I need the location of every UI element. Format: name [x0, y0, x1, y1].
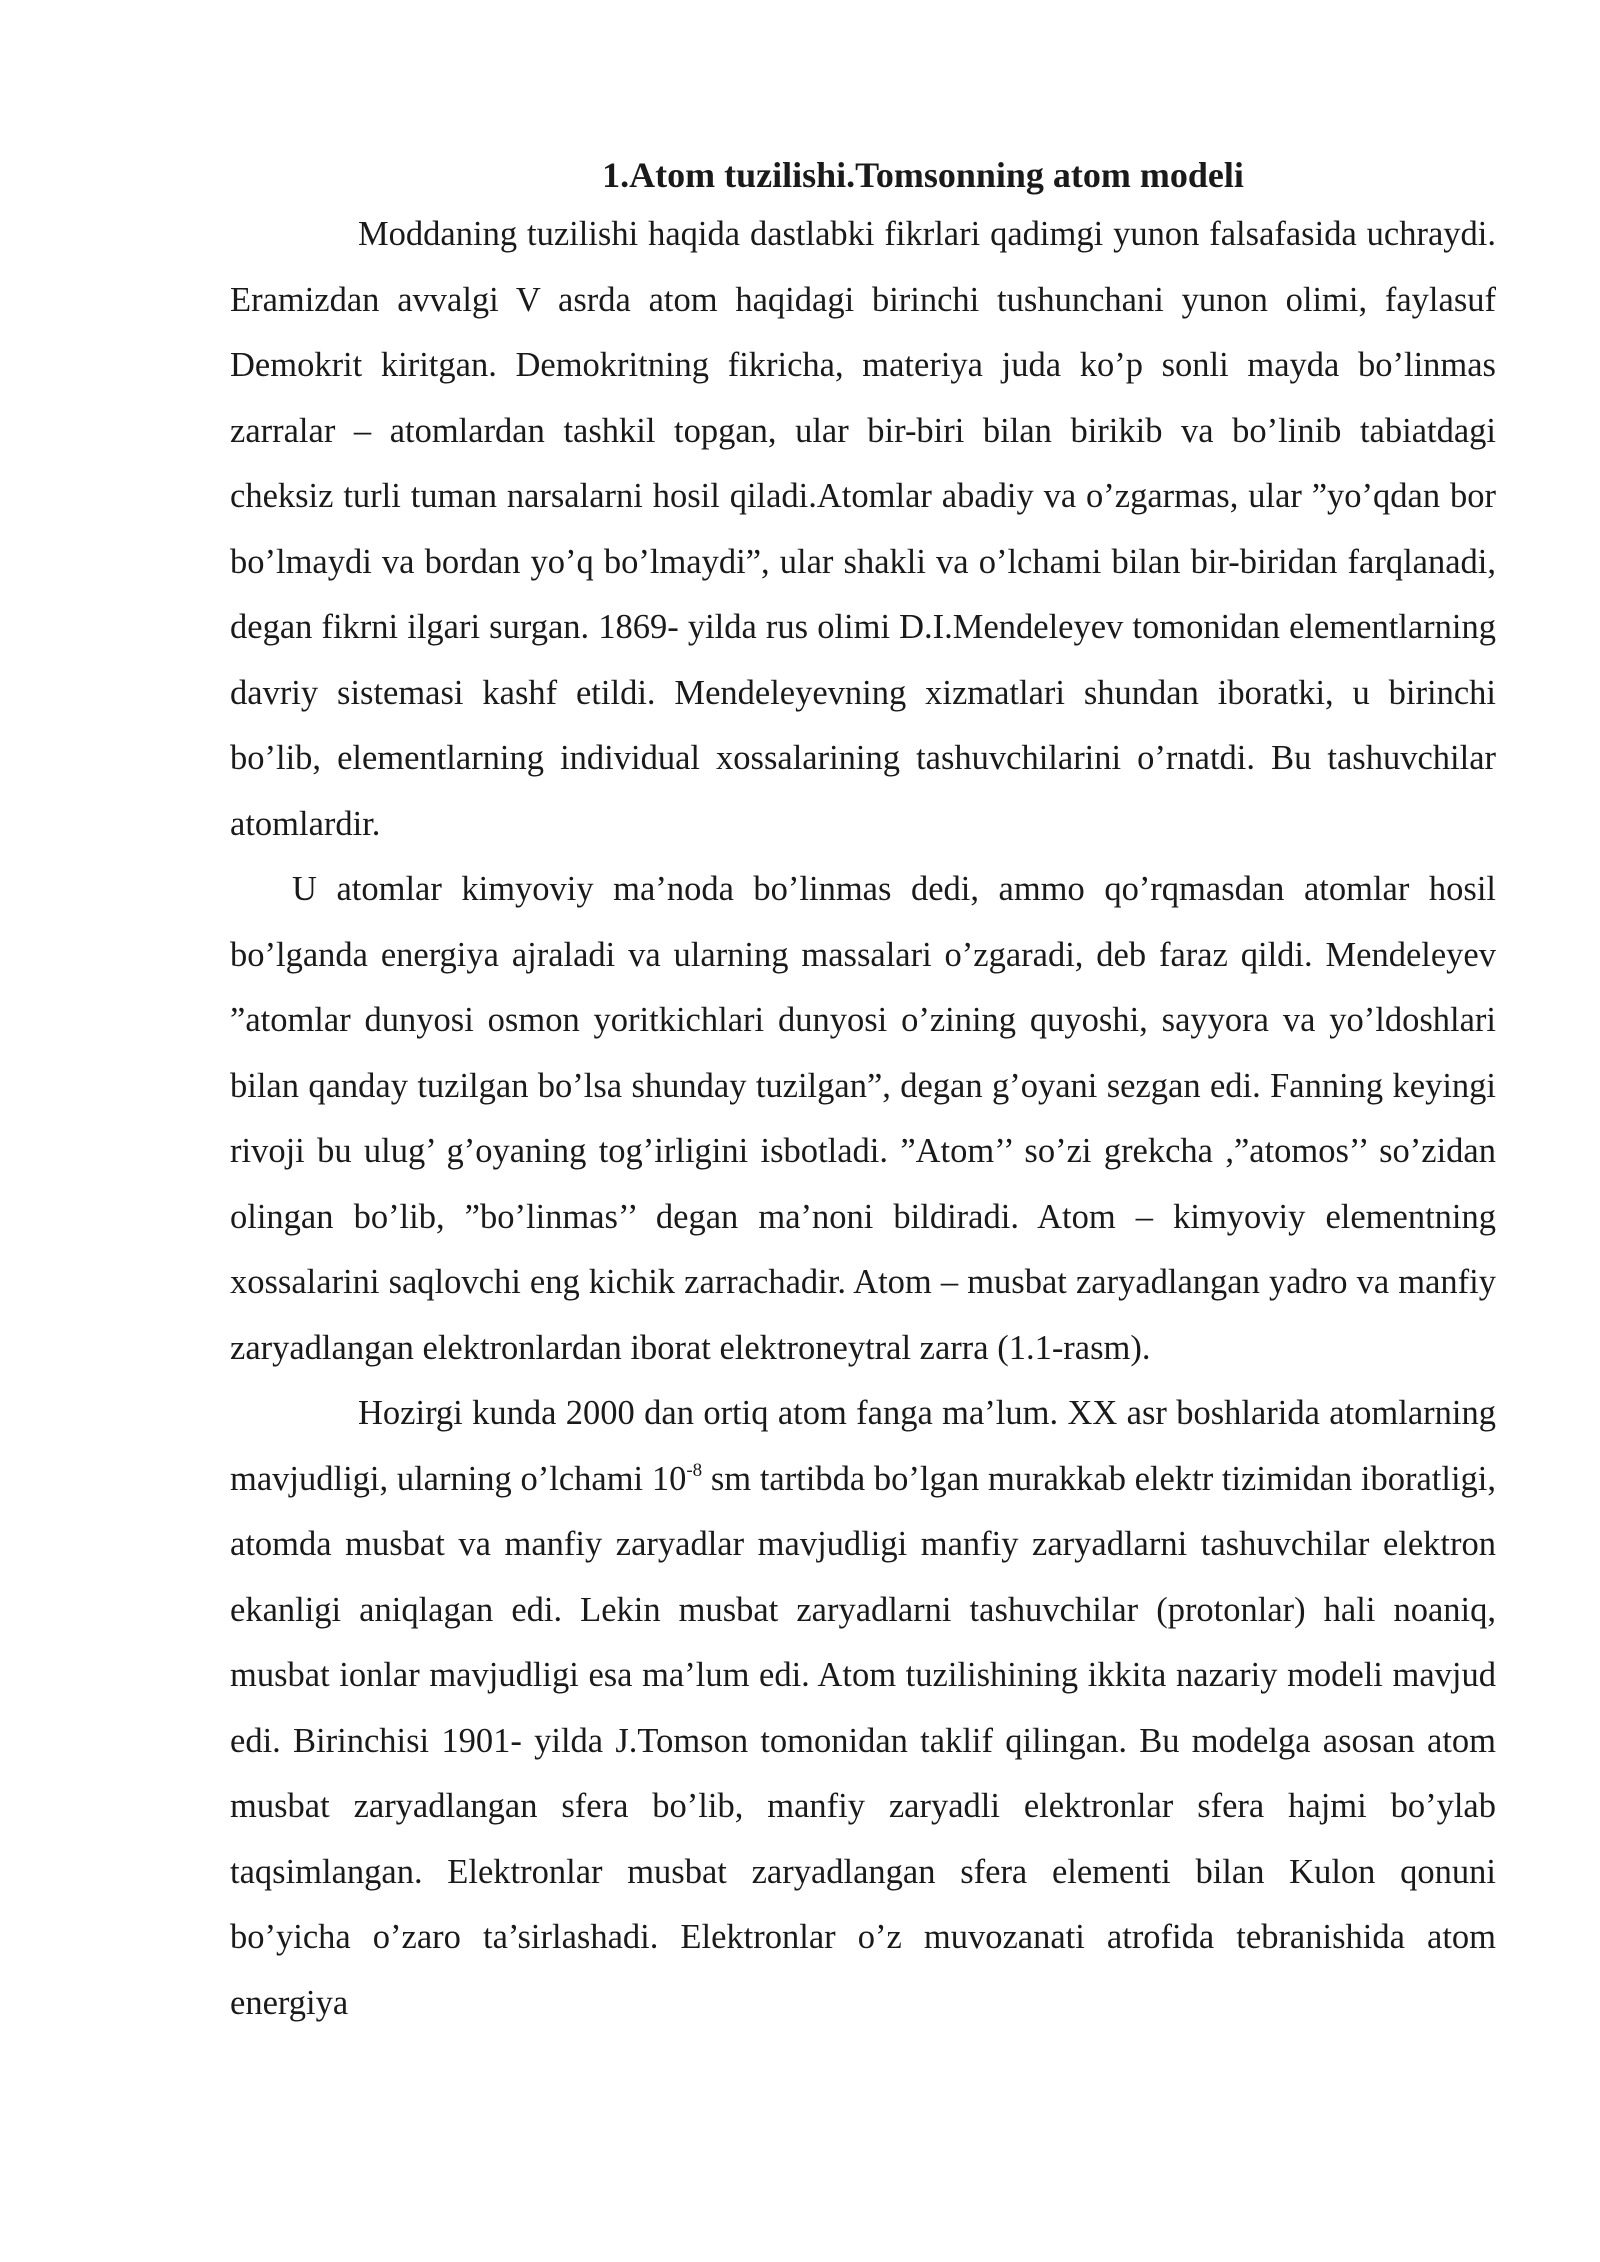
- document-body: [230, 150, 1496, 2036]
- paragraph-2: U atomlar kimyoviy ma’noda bo’linmas dedi, ammo qo’rqmasdan atomlar hosil bo’lganda energiya ajraladi va ularning massalari o’zgaradi, deb faraz qildi. Mendeleyev ”atomlar dunyosi osmon yoritkichlari dunyosi o’zining quyoshi, sayyora va yo’ldoshlari bilan qanday tuzilgan bo’lsa shunday tuzilgan”, degan g’oyani sezgan edi. Fanning keyingi rivoji bu ulug’ g’oyaning tog’irligini isbotladi. ”Atom’’ so’zi grekcha ,”atomos’’ so’zidan olingan bo’lib, ”bo’linmas’’ degan ma’noni bildiradi. Atom – kimyoviy elementning xossalarini saqlovchi eng kichik zarrachadir. Atom – musbat zaryadlangan yadro va manfiy zaryadlangan elektronlardan iborat elektroneytral zarra (1.1-rasm).: [230, 870, 1496, 1367]
- paragraph-3-text-before-exponent: Hozirgi kunda 2000 dan ortiq atom fanga ma’lum. XX asr boshlarida atomlarning mavjudligi, ularning o’lchami 10: [230, 1394, 1496, 1498]
- page-title: 1.Atom tuzilishi.Tomsonning atom modeli: [602, 155, 1244, 195]
- paragraph-1: Moddaning tuzilishi haqida dastlabki fikrlari qadimgi yunon falsafasida uchraydi. Eramizdan avvalgi V asrda atom haqidagi birinchi tushunchani yunon olimi, faylasuf Demokrit kiritgan. Demokritning fikricha, materiya juda ko’p sonli mayda bo’linmas zarralar – atomlardan tashkil topgan, ular bir-biri bilan birikib va bo’linib tabiatdagi cheksiz turli tuman narsalarni hosil qiladi.Atomlar abadiy va o’zgarmas, ular ”yo’qdan bor bo’lmaydi va bordan yo’q bo’lmaydi”, ular shakli va o’lchami bilan bir-biridan farqlanadi, degan fikrni ilgari surgan. 1869- yilda rus olimi D.I.Mendeleyev tomonidan elementlarning davriy sistemasi kashf etildi. Mendeleyevning xizmatlari shundan iboratki, u birinchi bo’lib, elementlarning individual xossalarining tashuvchilarini o’rnatdi. Bu tashuvchilar atomlardir.: [230, 215, 1496, 843]
- exponent: -8: [686, 1459, 703, 1481]
- paragraph-3-text-after-exponent: sm tartibda bo’lgan murakkab elektr tizimidan iboratligi, atomda musbat va manfiy zaryadlar mavjudligi manfiy zaryadlarni tashuvchilar elektron ekanligi aniqlagan edi. Lekin musbat zaryadlarni tashuvchilar (protonlar) hali noaniq, musbat ionlar mavjudligi esa ma’lum edi. Atom tuzilishining ikkita nazariy modeli mavjud edi. Birinchisi 1901- yilda J.Tomson tomonidan taklif qilingan. Bu modelga asosan atom musbat zaryadlangan sfera bo’lib, manfiy zaryadli elektronlar sfera hajmi bo’ylab taqsimlangan. Elektronlar musbat zaryadlangan sfera elementi bilan Kulon qonuni bo’yicha o’zaro ta’sirlashadi. Elektronlar o’z muvozanati atrofida tebranishida atom energiya: [230, 1459, 1496, 2022]
- paragraph-3: [230, 1381, 1496, 2036]
